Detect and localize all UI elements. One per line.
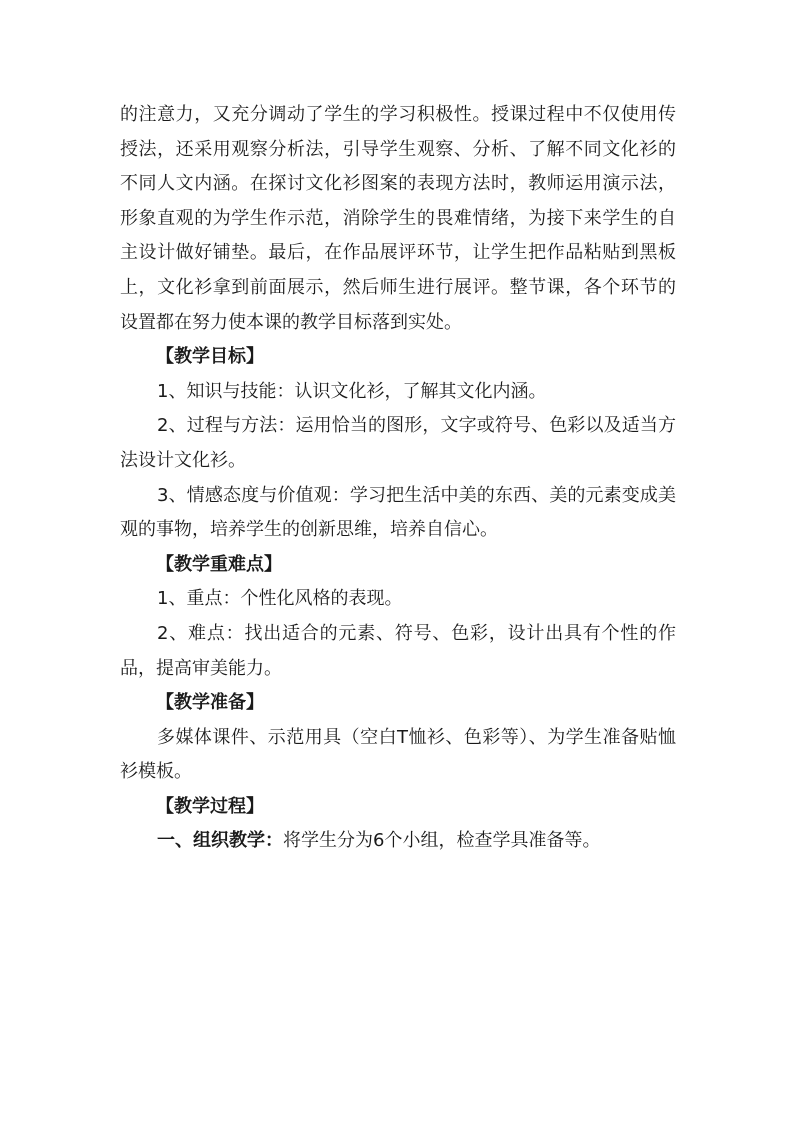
key-point-difficulty: 2、难点：找出适合的元素、符号、色彩，设计出具有个性的作品，提高审美能力。 [120, 622, 676, 679]
heading-preparation: 【教学准备】 [156, 692, 264, 714]
goal-process-method: 2、过程与方法：运用恰当的图形，文字或符号、色彩以及适当方法设计文化衫。 [120, 415, 676, 471]
key-point-focus: 1、重点：个性化风格的表现。 [157, 588, 403, 610]
process-step-1-text: 将学生分为6个小组，检查学具准备等。 [283, 830, 601, 852]
heading-process: 【教学过程】 [156, 795, 264, 817]
process-step-1-label: 一、组织教学： [157, 830, 283, 852]
process-step-1 [120, 824, 676, 859]
goal-knowledge-skills: 1、知识与技能：认识文化衫，了解其文化内涵。 [157, 380, 547, 402]
heading-teaching-goals: 【教学目标】 [156, 346, 264, 368]
heading-key-points: 【教学重难点】 [156, 553, 282, 575]
document-page [120, 98, 676, 859]
goal-emotion-values: 3、情感态度与价值观：学习把生活中美的东西、美的元素变成美观的事物，培养学生的创新思维，培养自信心。 [120, 484, 676, 541]
intro-paragraph: 的注意力，又充分调动了学生的学习积极性。授课过程中不仅使用传授法，还采用观察分析法，引导学生观察、分析、了解不同文化衫的不同人文内涵。在探讨文化衫图案的表现方法时，教师运用演示法，形象直观的为学生作示范，消除学生的畏难情绪，为接下来学生的自主设计做好铺垫。最后，在作品展评环节，让学生把作品粘贴到黑板上，文化衫拿到前面展示，然后师生进行展评。整节课，各个环节的设置都在努力使本课的教学目标落到实处。 [120, 104, 676, 333]
preparation-text: 多媒体课件、示范用具（空白T恤衫、色彩等）、为学生准备贴恤衫模板。 [120, 726, 676, 783]
